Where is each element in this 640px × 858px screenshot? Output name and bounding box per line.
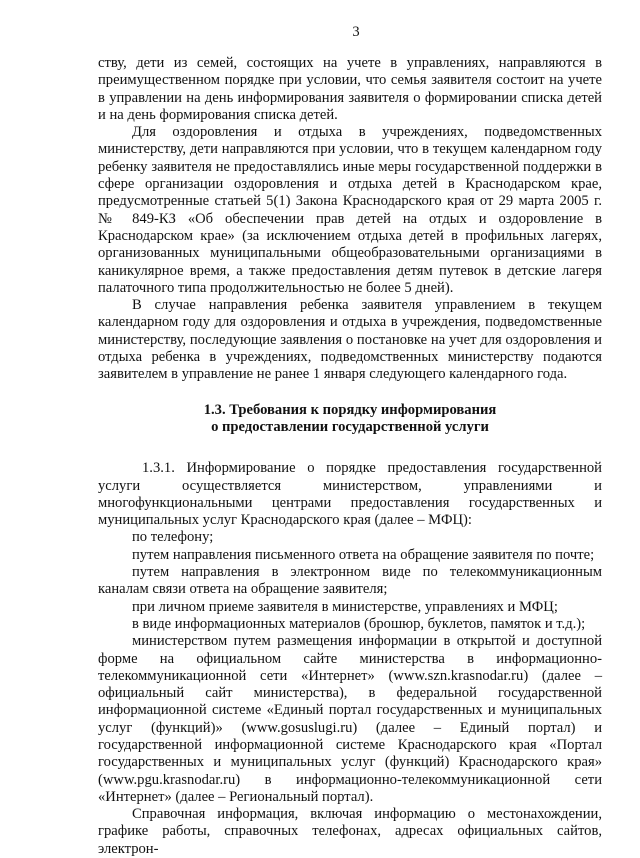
paragraph: Справочная информация, включая информацию о местонахождении, графике работы, справочных телефонах, адресах официальных сайтов, электрон-	[98, 806, 602, 857]
list-item: в виде информационных материалов (брошюр, буклетов, памяток и т.д.);	[132, 615, 586, 632]
paragraph: Для оздоровления и отдыха в учреждениях, подведомственных министерству, дети направляются при условии, что в текущем календарном году ребенку заявителя не предоставлялись иные меры государственной поддержки в сфере организации оздоровления и отдыха детей в Краснодарском крае, предусмотренные статьей 5(1) Закона Краснодарского края от 29 марта 2005 г. № 849-КЗ «Об обеспечении прав детей на отдых и оздоровление в Краснодарском крае» (за исключением отдыха детей в профильных лагерях, организованных муниципальными общеобразовательными организациями в каникулярное время, а также предоставления детям путевок в детские лагеря палаточного типа продолжительностью не более 5 дней).	[98, 124, 602, 296]
body-text	[98, 460, 602, 858]
section-heading	[98, 402, 602, 437]
list-item: по телефону;	[132, 529, 214, 546]
list-item: путем направления письменного ответа на обращение заявителя по почте;	[132, 546, 595, 563]
paragraph: ству, дети из семей, состоящих на учете в управлениях, направляются в преимущественном порядке при условии, что семья заявителя состоит на учете в управлении на день информирования заявителя о формировании списка детей и на день формирования списка детей.	[98, 55, 602, 123]
paragraph: В случае направления ребенка заявителя управлением в текущем календарном году для оздоровления и отдыха в учреждения, подведомственные министерству, последующие заявления о постановке на учет для оздоровления и отдыха ребенка в учреждениях, подведомственных министерству подаются заявителем в управление не ранее 1 января следующего календарного года.	[98, 297, 602, 383]
list-item: министерством путем размещения информации в открытой и доступной форме на официальном сайте министерства в информационно-телекоммуникационной сети «Интернет» (www.szn.krasnodar.ru) (далее – официальный сайт министерства), в федеральной государственной информационной системе «Единый портал государственных и муниципальных услуг (функций)» (www.gosuslugi.ru) (далее – Единый портал) и государственной информационной системе Краснодарского края «Портал государственных и муниципальных услуг (функций) Краснодарского края» (www.pgu.krasnodar.ru) в информационно-телекоммуникационной сети «Интернет» (далее – Региональный портал).	[98, 633, 602, 805]
section-heading-line: 1.3. Требования к порядку информирования	[203, 401, 497, 418]
section-heading-line: о предоставлении государственной услуги	[211, 418, 489, 435]
list-item: путем направления в электронном виде по телекоммуникационным каналам связи ответа на обращение заявителя;	[98, 564, 602, 598]
body-text	[98, 55, 602, 384]
list-item: при личном приеме заявителя в министерстве, управлениях и МФЦ;	[132, 598, 558, 615]
paragraph: 1.3.1. Информирование о порядке предоставления государственной услуги осуществляется министерством, управлениями и многофункциональными центрами предоставления государственных и муниципальных услуг Краснодарского края (далее – МФЦ):	[98, 460, 602, 529]
page-number: 3	[352, 24, 360, 40]
